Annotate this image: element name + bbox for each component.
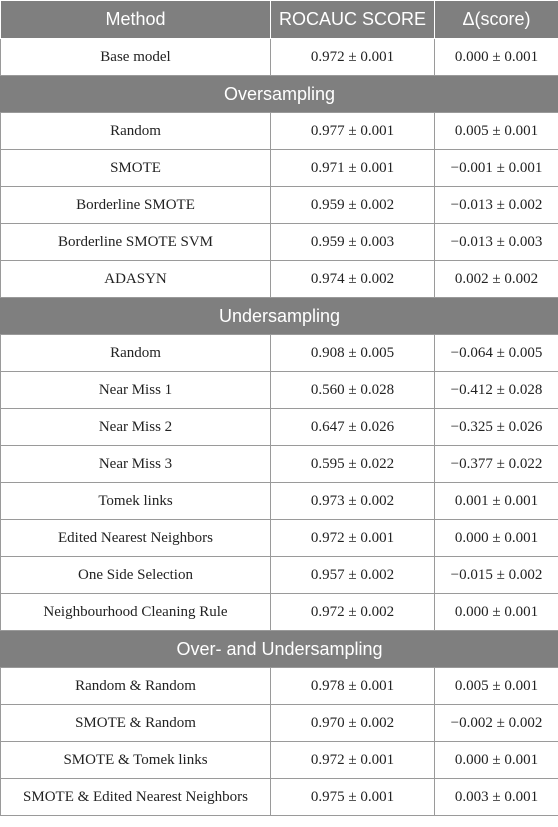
cell-score: 0.972 ± 0.001 — [271, 39, 435, 76]
table-row — [1, 409, 558, 446]
cell-method: SMOTE — [1, 150, 271, 187]
section-title: Undersampling — [1, 298, 558, 335]
table-row — [1, 742, 558, 779]
cell-score: 0.972 ± 0.001 — [271, 520, 435, 557]
section-row — [1, 298, 558, 335]
cell-method: Edited Nearest Neighbors — [1, 520, 271, 557]
cell-delta: 0.005 ± 0.001 — [435, 113, 558, 150]
cell-score: 0.978 ± 0.001 — [271, 668, 435, 705]
section-row — [1, 76, 558, 113]
cell-delta: 0.000 ± 0.001 — [435, 742, 558, 779]
cell-delta: 0.005 ± 0.001 — [435, 668, 558, 705]
header-row — [1, 1, 558, 39]
cell-score: 0.959 ± 0.003 — [271, 224, 435, 261]
cell-score: 0.595 ± 0.022 — [271, 446, 435, 483]
cell-score: 0.975 ± 0.001 — [271, 779, 435, 816]
cell-delta: −0.002 ± 0.002 — [435, 705, 558, 742]
cell-delta: −0.001 ± 0.001 — [435, 150, 558, 187]
table-row — [1, 446, 558, 483]
cell-method: Random — [1, 113, 271, 150]
cell-score: 0.974 ± 0.002 — [271, 261, 435, 298]
table-row — [1, 594, 558, 631]
table-row — [1, 557, 558, 594]
cell-delta: 0.000 ± 0.001 — [435, 594, 558, 631]
cell-delta: −0.412 ± 0.028 — [435, 372, 558, 409]
cell-method: Borderline SMOTE SVM — [1, 224, 271, 261]
cell-score: 0.977 ± 0.001 — [271, 113, 435, 150]
section-row — [1, 631, 558, 668]
table-row — [1, 483, 558, 520]
header-method: Method — [1, 1, 271, 39]
table-row — [1, 261, 558, 298]
cell-score: 0.908 ± 0.005 — [271, 335, 435, 372]
cell-delta: 0.000 ± 0.001 — [435, 39, 558, 76]
cell-score: 0.970 ± 0.002 — [271, 705, 435, 742]
cell-delta: −0.325 ± 0.026 — [435, 409, 558, 446]
cell-method: Random — [1, 335, 271, 372]
section-title: Over- and Undersampling — [1, 631, 558, 668]
cell-delta: 0.002 ± 0.002 — [435, 261, 558, 298]
cell-method: Neighbourhood Cleaning Rule — [1, 594, 271, 631]
cell-score: 0.973 ± 0.002 — [271, 483, 435, 520]
header-score: ROCAUC SCORE — [271, 1, 435, 39]
cell-delta: −0.015 ± 0.002 — [435, 557, 558, 594]
cell-delta: −0.013 ± 0.003 — [435, 224, 558, 261]
cell-method: Near Miss 1 — [1, 372, 271, 409]
cell-score: 0.560 ± 0.028 — [271, 372, 435, 409]
table-row — [1, 224, 558, 261]
cell-method: Near Miss 3 — [1, 446, 271, 483]
cell-delta: 0.001 ± 0.001 — [435, 483, 558, 520]
cell-method: Borderline SMOTE — [1, 187, 271, 224]
cell-score: 0.957 ± 0.002 — [271, 557, 435, 594]
cell-score: 0.972 ± 0.002 — [271, 594, 435, 631]
cell-method: Random & Random — [1, 668, 271, 705]
cell-delta: 0.003 ± 0.001 — [435, 779, 558, 816]
cell-score: 0.971 ± 0.001 — [271, 150, 435, 187]
table-row — [1, 372, 558, 409]
cell-score: 0.647 ± 0.026 — [271, 409, 435, 446]
cell-score: 0.959 ± 0.002 — [271, 187, 435, 224]
table-body — [1, 39, 558, 816]
table-row — [1, 520, 558, 557]
cell-method: SMOTE & Edited Nearest Neighbors — [1, 779, 271, 816]
cell-method: ADASYN — [1, 261, 271, 298]
table-row — [1, 150, 558, 187]
cell-method: Near Miss 2 — [1, 409, 271, 446]
header-delta: Δ(score) — [435, 1, 558, 39]
cell-delta: −0.064 ± 0.005 — [435, 335, 558, 372]
table-row — [1, 113, 558, 150]
table-row — [1, 335, 558, 372]
cell-delta: −0.377 ± 0.022 — [435, 446, 558, 483]
cell-method: SMOTE & Random — [1, 705, 271, 742]
cell-method: One Side Selection — [1, 557, 271, 594]
cell-delta: −0.013 ± 0.002 — [435, 187, 558, 224]
cell-method: SMOTE & Tomek links — [1, 742, 271, 779]
table-row — [1, 668, 558, 705]
table-row-base — [1, 39, 558, 76]
cell-score: 0.972 ± 0.001 — [271, 742, 435, 779]
cell-method: Tomek links — [1, 483, 271, 520]
cell-method: Base model — [1, 39, 271, 76]
section-title: Oversampling — [1, 76, 558, 113]
cell-delta: 0.000 ± 0.001 — [435, 520, 558, 557]
table-row — [1, 779, 558, 816]
table-row — [1, 705, 558, 742]
table-row — [1, 187, 558, 224]
